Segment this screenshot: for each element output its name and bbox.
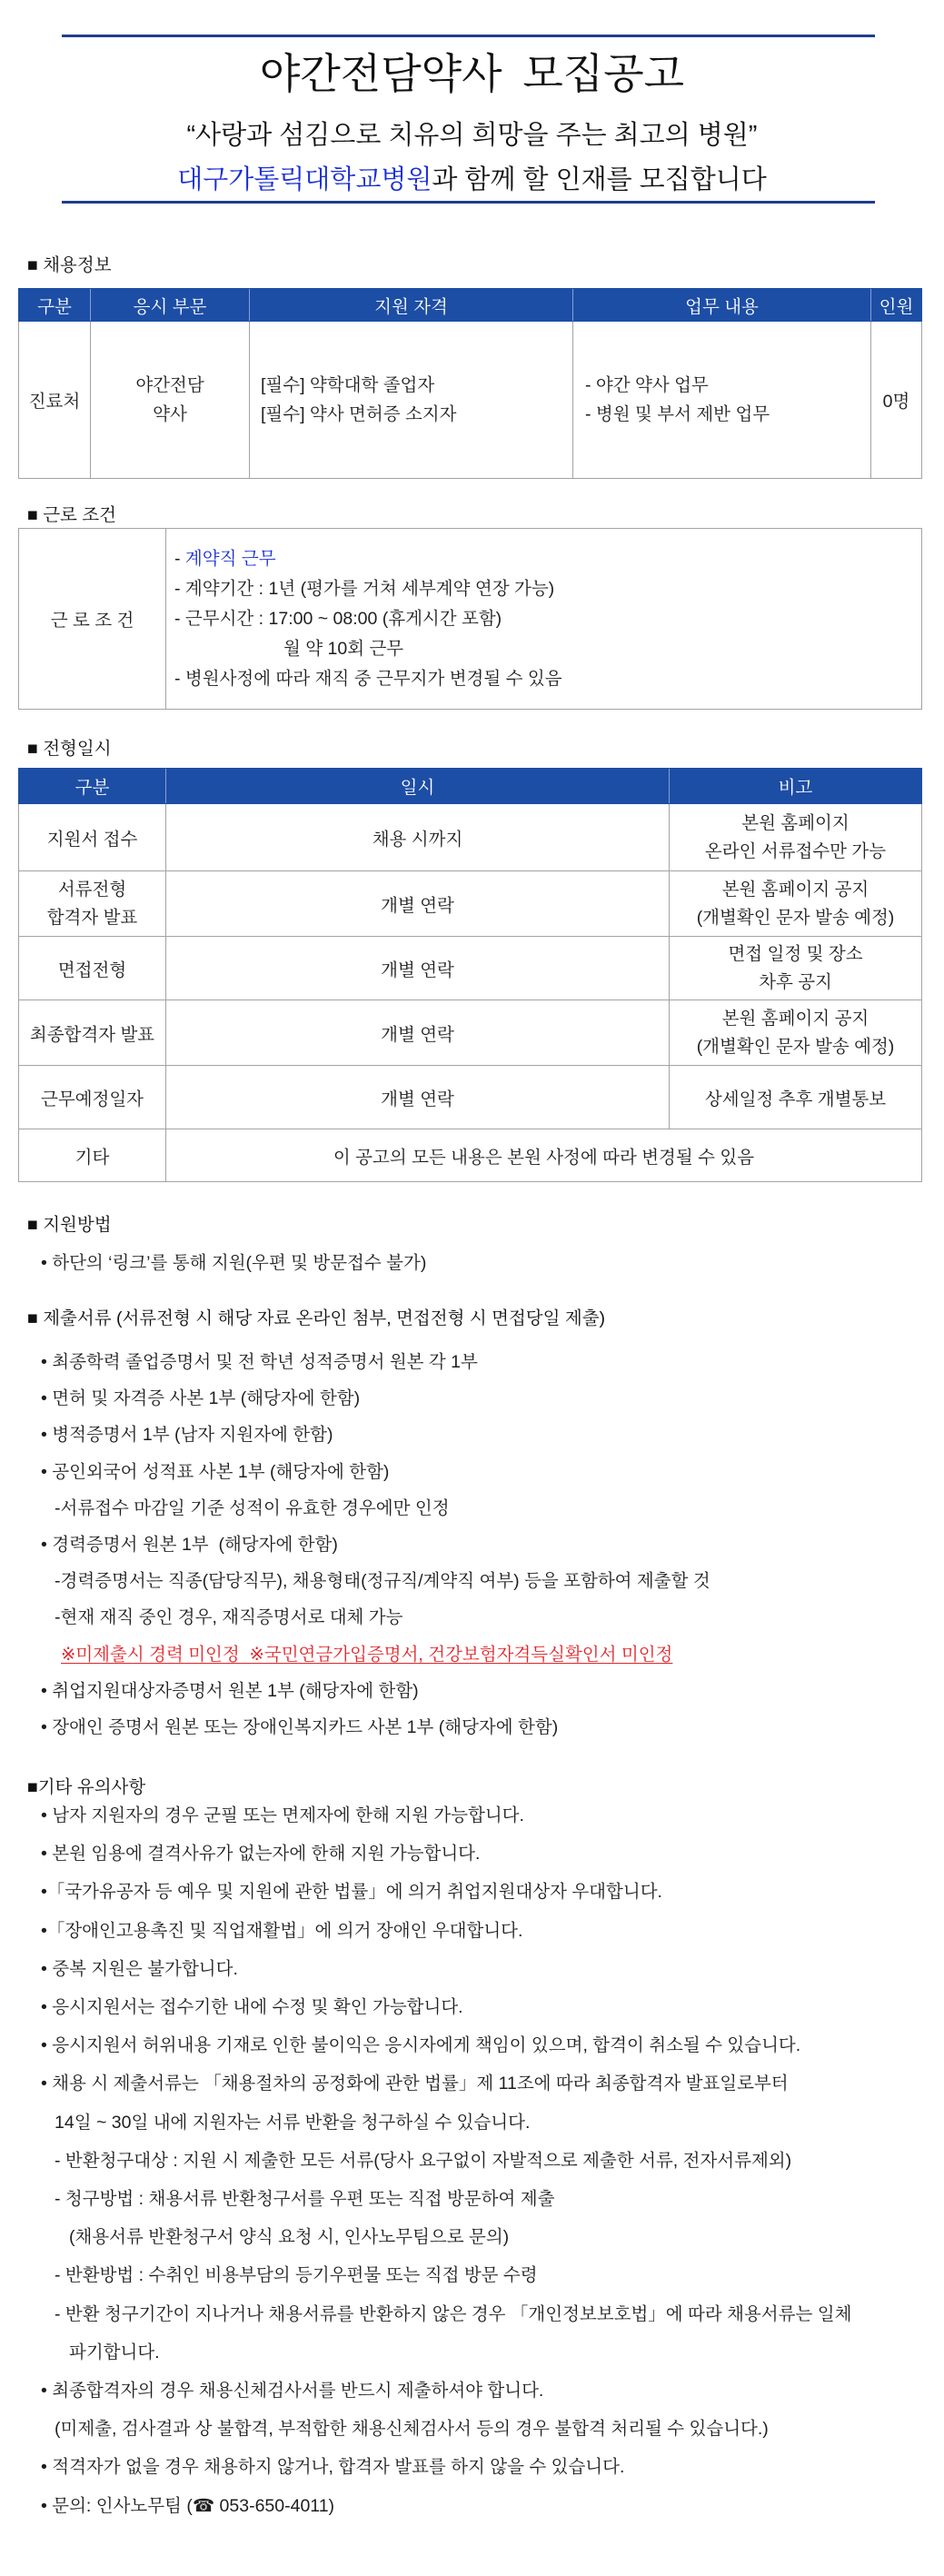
stage-line: 서류전형 — [57, 879, 127, 900]
remarks-cell: 상세일정 추후 개별통보 — [670, 1066, 922, 1129]
apply-list — [0, 1245, 935, 1281]
col-header-date: 일시 — [166, 769, 670, 804]
table-row — [19, 529, 922, 710]
stage-cell: 최종합격자 발표 — [19, 1000, 166, 1066]
stage-cell — [19, 871, 166, 937]
remarks-cell — [670, 804, 922, 871]
list-item: • 병적증명서 1부 (남자 지원자에 한함) — [41, 1425, 333, 1446]
recruit-invitation — [0, 164, 944, 196]
remark-line: 본원 홈페이지 공지 — [721, 1008, 869, 1029]
list-item: • 경력증명서 원본 1부 (해당자에 한함) — [41, 1535, 338, 1556]
contract-type: 계약직 근무 — [184, 548, 276, 569]
list-item: • 남자 지원자의 경우 군필 또는 면제자에 한해 지원 가능합니다. — [41, 1805, 524, 1825]
list-item: • 최종학력 졸업증명서 및 전 학년 성적증명서 원본 각 1부 — [41, 1352, 478, 1372]
list-sub-item: -서류접수 마감일 기준 성적이 유효한 경우에만 인정 — [55, 1497, 450, 1518]
col-header-stage: 구분 — [19, 769, 166, 804]
page-title: 야간전담약사 모집공고 — [259, 50, 685, 97]
list-item: • 적격자가 없을 경우 채용하지 않거나, 합격자 발표를 하지 않을 수 있습니다. — [41, 2457, 625, 2478]
duty-line: - 병원 및 부서 제반 업무 — [585, 404, 770, 424]
cell-qualification — [250, 322, 573, 479]
documents-list — [0, 1344, 935, 1746]
contact-info: • 문의: 인사노무팀 (☎ 053-650-4011) — [41, 2495, 335, 2516]
position-line: 약사 — [153, 404, 187, 424]
conditions-label: 근 로 조 건 — [19, 529, 166, 710]
contract-dash: - — [174, 548, 185, 569]
col-header-headcount: 인원 — [871, 289, 922, 322]
list-item: •「장애인고용촉진 및 직업재활법」에 의거 장애인 우대합니다. — [41, 1920, 523, 1941]
stage-cell: 면접전형 — [19, 937, 166, 1000]
header-bottom-rule — [62, 201, 875, 204]
section-heading-documents: ■ 제출서류 (서류전형 시 해당 자료 온라인 첨부, 면접전형 시 면접당일 제출) — [27, 1308, 606, 1328]
table-row — [19, 322, 922, 479]
notes-list — [0, 1796, 935, 2525]
remarks-cell — [670, 1000, 922, 1066]
career-warning — [0, 1636, 935, 1673]
conditions-table — [18, 528, 922, 710]
table-row — [19, 871, 922, 937]
date-cell: 개별 연락 — [166, 937, 670, 1000]
qualification-line: [필수] 약사 면허증 소지자 — [261, 404, 457, 424]
remark-line: 차후 공지 — [759, 971, 832, 992]
position-line: 야간전담 — [135, 375, 204, 395]
stage-cell: 기타 — [19, 1129, 166, 1182]
list-continuation: (채용서류 반환청구서 양식 요청 시, 인사노무팀으로 문의) — [69, 2227, 510, 2248]
stage-line: 합격자 발표 — [46, 907, 138, 928]
section-heading-schedule: ■ 전형일시 — [27, 739, 112, 759]
conditions-details — [166, 529, 922, 710]
list-continuation: 14일 ~ 30일 내에 지원자는 서류 반환을 청구하실 수 있습니다. — [55, 2112, 531, 2133]
invitation-text: 과 함께 할 인재를 모집합니다 — [432, 165, 767, 194]
list-item: • 최종합격자의 경우 채용신체검사서를 반드시 제출하셔야 합니다. — [41, 2381, 544, 2402]
remark-line: 온라인 서류접수만 가능 — [704, 840, 887, 861]
list-continuation: (미제출, 검사결과 상 불합격, 부적합한 채용신체검사서 등의 경우 불합격 처리될 수 있습니다.) — [55, 2419, 769, 2440]
remark-line: (개별확인 문자 발송 예정) — [696, 1036, 895, 1057]
recruitment-header-row — [19, 289, 922, 322]
section-heading-conditions: ■ 근로 조건 — [27, 505, 116, 525]
hospital-slogan: “사랑과 섬김으로 치유의 희망을 주는 최고의 병원” — [186, 121, 758, 150]
col-header-duties: 업무 내용 — [573, 289, 871, 322]
list-sub-item: - 반환 청구기간이 지나거나 채용서류를 반환하지 않은 경우 「개인정보보호법」에 따라 채용서류는 일체 — [55, 2303, 852, 2324]
list-sub-item: - 반환청구대상 : 지원 시 제출한 모든 서류(당사 요구없이 자발적으로 제출한 서류, 전자서류제외) — [55, 2150, 792, 2171]
list-item: •「국가유공자 등 예우 및 지원에 관한 법률」에 의거 취업지원대상자 우대합니다. — [41, 1882, 662, 1903]
date-cell: 개별 연락 — [166, 1000, 670, 1066]
remark-line: (개별확인 문자 발송 예정) — [696, 907, 895, 928]
other-notice: 이 공고의 모든 내용은 본원 사정에 따라 변경될 수 있음 — [166, 1129, 922, 1182]
cell-headcount: 0명 — [871, 322, 922, 479]
date-cell: 개별 연락 — [166, 1066, 670, 1129]
working-hours: - 근무시간 : 17:00 ~ 08:00 (휴게시간 포함) — [174, 608, 502, 629]
list-item: • 면허 및 자격증 사본 1부 (해당자에 한함) — [41, 1388, 361, 1409]
table-row — [19, 1000, 922, 1066]
stage-cell: 지원서 접수 — [19, 804, 166, 871]
duty-line: - 야간 약사 업무 — [585, 375, 709, 395]
cell-division: 진료처 — [19, 322, 91, 479]
list-sub-item: -경력증명서는 직종(담당직무), 채용형태(정규직/계약직 여부) 등을 포함하여 제출할 것 — [55, 1571, 710, 1592]
section-heading-notes: ■기타 유의사항 — [27, 1777, 146, 1797]
qualification-line: [필수] 약학대학 졸업자 — [261, 375, 435, 395]
table-row — [19, 804, 922, 871]
stage-cell: 근무예정일자 — [19, 1066, 166, 1129]
list-item: • 하단의 ‘링크’를 통해 지원(우편 및 방문접수 불가) — [41, 1253, 427, 1273]
list-item: • 본원 임용에 결격사유가 없는자에 한해 지원 가능합니다. — [41, 1844, 481, 1865]
schedule-header-row — [19, 769, 922, 804]
table-row — [19, 937, 922, 1000]
list-item: • 채용 시 제출서류는 「채용절차의 공정화에 관한 법률」제 11조에 따라 최종합격자 발표일로부터 — [41, 2074, 789, 2094]
hospital-name: 대구가톨릭대학교병원 — [177, 165, 432, 194]
recruitment-table — [18, 288, 922, 479]
col-header-division: 구분 — [19, 289, 91, 322]
col-header-remarks: 비고 — [670, 769, 922, 804]
list-item: • 중복 지원은 불가합니다. — [41, 1958, 238, 1979]
list-sub-item: - 반환방법 : 수취인 비용부담의 등기우편물 또는 직접 방문 수령 — [55, 2265, 538, 2286]
cell-duties — [573, 322, 871, 479]
list-sub-item: -현재 재직 중인 경우, 재직증명서로 대체 가능 — [55, 1607, 403, 1628]
table-row — [19, 1066, 922, 1129]
list-item: • 공인외국어 성적표 사본 1부 (해당자에 한함) — [41, 1461, 390, 1482]
cell-position — [91, 322, 250, 479]
schedule-table — [18, 768, 922, 1182]
date-cell: 개별 연락 — [166, 871, 670, 937]
remark-line: 면접 일정 및 장소 — [728, 943, 863, 964]
working-frequency: 월 약 10회 근무 — [283, 638, 404, 659]
remarks-cell — [670, 871, 922, 937]
col-header-qualification: 지원 자격 — [250, 289, 573, 322]
section-heading-recruitment: ■ 채용정보 — [27, 255, 112, 275]
remark-line: 본원 홈페이지 — [741, 812, 850, 833]
col-header-position: 응시 부문 — [91, 289, 250, 322]
date-cell: 채용 시까지 — [166, 804, 670, 871]
list-continuation: 파기합니다. — [69, 2342, 160, 2362]
remarks-cell — [670, 937, 922, 1000]
header-top-rule — [62, 35, 875, 37]
career-warning-text: ※미제출시 경력 미인정 ※국민연금가입증명서, 건강보험자격득실확인서 미인정 — [61, 1644, 673, 1665]
list-item: • 응시지원서 허위내용 기재로 인한 불이익은 응시자에게 책임이 있으며, 합격이 취소될 수 있습니다. — [41, 2035, 801, 2056]
table-row — [19, 1129, 922, 1182]
list-item: • 응시지원서는 접수기한 내에 수정 및 확인 가능합니다. — [41, 1997, 463, 2018]
list-item: • 취업지원대상자증명서 원본 1부 (해당자에 한함) — [41, 1680, 419, 1701]
section-heading-apply: ■ 지원방법 — [27, 1215, 112, 1235]
list-sub-item: - 청구방법 : 채용서류 반환청구서를 우편 또는 직접 방문하여 제출 — [55, 2189, 555, 2210]
contract-period: - 계약기간 : 1년 (평가를 거쳐 세부계약 연장 가능) — [174, 578, 555, 599]
workplace-change-note: - 병원사정에 따라 재직 중 근무지가 변경될 수 있음 — [174, 668, 562, 689]
remark-line: 본원 홈페이지 공지 — [721, 879, 869, 900]
list-item: • 장애인 증명서 원본 또는 장애인복지카드 사본 1부 (해당자에 한함) — [41, 1717, 559, 1738]
contract-type-line — [174, 544, 921, 574]
